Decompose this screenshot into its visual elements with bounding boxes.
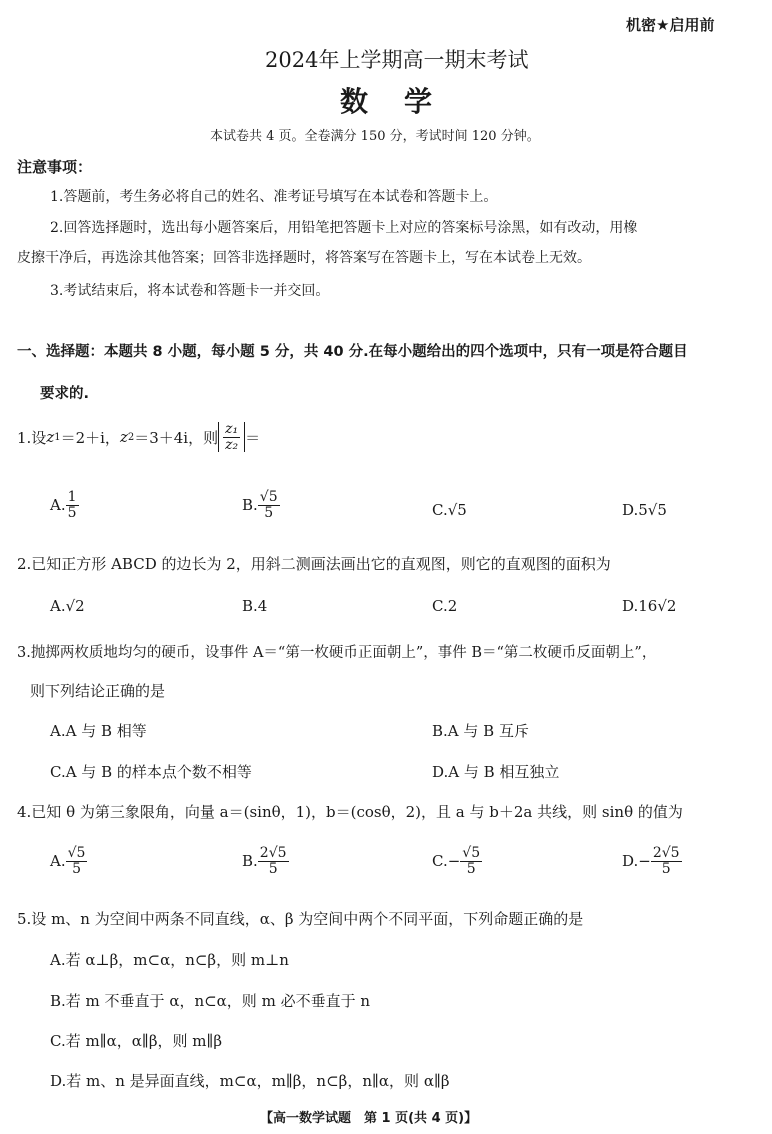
- notice-item: 皮擦干净后，再选涂其他答案；回答非选择题时，将答案写在答题卡上，写在本试卷上无效。: [17, 250, 591, 266]
- page-footer: 【高一数学试题 第 1 页(共 4 页)】: [260, 1111, 478, 1126]
- question-4-stem: 4.已知 θ 为第三象限角，向量 a＝(sinθ，1)，b＝(cosθ，2)，且 a 与 b＋2a 共线，则 sinθ 的值为: [17, 803, 683, 821]
- confidential-label: 机密★启用前: [626, 16, 715, 34]
- option-d: D.A 与 B 相互独立: [432, 763, 560, 781]
- option-a: A.若 α⊥β，m⊂α，n⊂β，则 m⊥n: [50, 951, 289, 969]
- notice-item: 3.考试结束后，将本试卷和答题卡一并交回。: [50, 283, 330, 299]
- option-c: C.A 与 B 的样本点个数不相等: [50, 763, 252, 781]
- exam-title: 2024年上学期高一期末考试: [265, 48, 529, 72]
- question-5-stem: 5.设 m、n 为空间中两条不同直线，α、β 为空间中两个不同平面，下列命题正确的是: [17, 910, 584, 928]
- subject-title: 数 学: [340, 85, 437, 118]
- option-b: B. $\frac{√5}{5}$: [242, 489, 278, 521]
- question-1-stem: 1.设 z 1 ＝2＋i， z 2 ＝3＋4i，则 $\frac{\text{z₁}}{\text{z₂}}$ ＝: [17, 421, 261, 453]
- option-a: A. $\frac{√5}{5}$: [50, 845, 86, 877]
- notice-heading: 注意事项：: [17, 158, 93, 176]
- option-b: B. $\frac{2√5}{5}$: [242, 845, 287, 877]
- option-d: D.− $\frac{2√5}{5}$: [622, 845, 680, 877]
- option-c: C.2: [432, 597, 458, 615]
- notice-item: 1.答题前，考生务必将自己的姓名、准考证号填写在本试卷和答题卡上。: [50, 189, 498, 205]
- option-c: C.− $\frac{√5}{5}$: [432, 845, 481, 877]
- option-b: B.4: [242, 597, 268, 615]
- question-3-stem: 3.抛掷两枚质地均匀的硬币，设事件 A＝“第一枚硬币正面朝上”，事件 B＝“第二枚硬币反面朝上”，: [17, 645, 657, 661]
- option-a: A.A 与 B 相等: [50, 722, 147, 740]
- option-b: B.若 m 不垂直于 α，n⊂α，则 m 必不垂直于 n: [50, 992, 370, 1010]
- section-heading-cont: 要求的.: [40, 386, 90, 402]
- exam-info: 本试卷共 4 页。全卷满分 150 分，考试时间 120 分钟。: [210, 129, 540, 144]
- option-c: C.若 m∥α，α∥β，则 m∥β: [50, 1032, 223, 1050]
- question-2-stem: 2.已知正方形 ABCD 的边长为 2，用斜二测画法画出它的直观图，则它的直观图的面积为: [17, 555, 611, 573]
- option-a: A.√2: [50, 597, 85, 615]
- option-d: D.5√5: [622, 501, 667, 519]
- section-heading: 一、选择题：本题共 8 小题，每小题 5 分，共 40 分.在每小题给出的四个选项中，只有一项是符合题目: [17, 344, 688, 360]
- option-d: D.16√2: [622, 597, 677, 615]
- option-c: C.√5: [432, 501, 467, 519]
- option-a: A. $\frac{1}{5}$: [50, 489, 77, 521]
- question-3-stem-cont: 则下列结论正确的是: [30, 682, 166, 700]
- option-b: B.A 与 B 互斥: [432, 722, 529, 740]
- option-d: D.若 m、n 是异面直线，m⊂α，m∥β，n⊂β，n∥α，则 α∥β: [50, 1072, 450, 1090]
- abs-value: $\frac{\text{z₁}}{\text{z₂}}$: [218, 422, 245, 452]
- notice-item: 2.回答选择题时，选出每小题答案后，用铅笔把答题卡上对应的答案标号涂黑，如有改动，用橡: [50, 220, 638, 236]
